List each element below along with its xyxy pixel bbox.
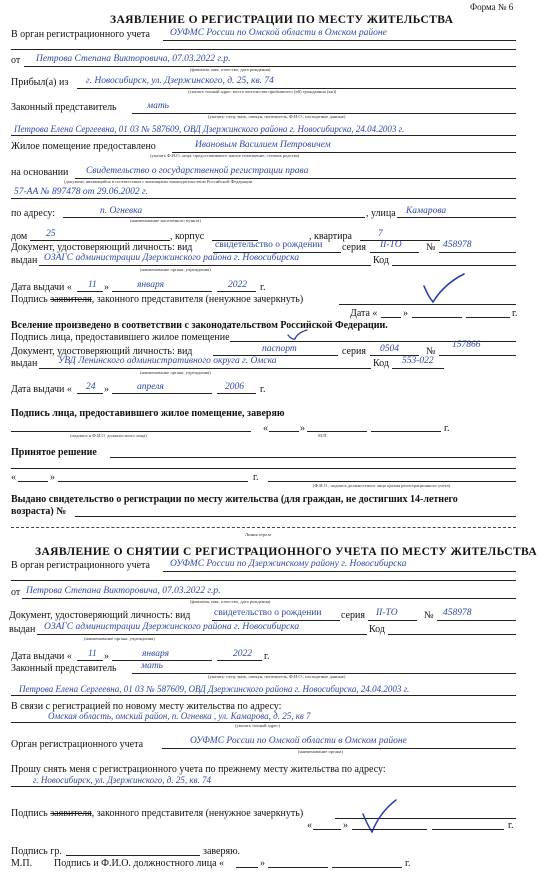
b-date-label: Дата выдачи « xyxy=(11,651,72,662)
cert-title-2: возраста) № xyxy=(11,506,67,517)
arrived-hint: (указать точный адрес места жительства прибывшего (ей) гражданина (ки)) xyxy=(188,89,337,94)
b-from-hint: (фамилия, имя, отчество, дата рождения) xyxy=(190,599,271,604)
issued2-label: выдан xyxy=(11,358,38,369)
b-issued-label: выдан xyxy=(9,624,36,635)
date-label: Дата выдачи « xyxy=(11,282,72,293)
certify-hint: (подпись и Ф.И.О. должностного лица) xyxy=(70,433,147,438)
series-value[interactable]: II-ТО xyxy=(380,240,402,250)
decision-hint: (Ф.И.О., подпись должностного лица органа регистрационного учета) xyxy=(313,483,451,488)
b-certify: заверяю. xyxy=(203,846,241,857)
code2-value[interactable]: 553-022 xyxy=(402,356,434,366)
move-title: Вселение произведено в соответствии с законодательством Российской Федерации. xyxy=(11,320,388,331)
b-num-label: № xyxy=(424,610,434,621)
kv-value[interactable]: 7 xyxy=(378,229,383,239)
b-newaddr-hint: (указать точный адрес) xyxy=(235,723,280,728)
cut-line-label: Линия отреза xyxy=(245,532,272,537)
owner-signature xyxy=(285,327,311,343)
deregistration-title: ЗАЯВЛЕНИЕ О СНЯТИИ С РЕГИСТРАЦИОННОГО УЧЕТА ПО МЕСТУ ЖИТЕЛЬСТВА xyxy=(35,546,538,558)
decision-title: Принятое решение xyxy=(11,447,97,458)
doc-value[interactable]: свидетельство о рождении xyxy=(215,240,323,250)
date2-label: Дата « xyxy=(350,308,378,319)
b-rep-value[interactable]: мать xyxy=(141,661,163,671)
b-rep-details[interactable]: Петрова Елена Сергеевна, 01 03 № 587609, ОВД Дзержинского района г. Новосибирска, 24.04.2003 г. xyxy=(19,684,410,694)
code-label: Код xyxy=(373,255,389,266)
b-sign-line: Подпись заявителя, законного представителя (ненужное зачеркнуть) xyxy=(11,808,304,819)
rep-label: Законный представитель xyxy=(11,102,117,113)
date-year[interactable]: 2022 xyxy=(228,280,247,290)
basis-value[interactable]: Свидетельство о государственной регистрации права xyxy=(86,166,309,176)
num2-value[interactable]: 157866 xyxy=(452,340,481,350)
arrived-label: Прибыл(а) из xyxy=(11,77,69,88)
b-organ2-hint: (наименование органа) xyxy=(298,749,343,754)
doc-label: Документ, удостоверяющий личность: вид xyxy=(11,242,193,253)
b-rep-hint: (указать: отец, мать, опекун, попечитель, Ф.И.О., паспортные данные) xyxy=(208,674,346,679)
from-value[interactable]: Петрова Степана Викторовича, 07.03.2022 г.р. xyxy=(36,54,231,64)
b-sign-gr: Подпись гр. xyxy=(11,846,62,857)
series2-value[interactable]: 0504 xyxy=(380,344,399,354)
arrived-value[interactable]: г. Новосибирск, ул. Дзержинского, д. 25, кв. 74 xyxy=(86,76,274,86)
b-num-value[interactable]: 458978 xyxy=(443,608,472,618)
from-label: от xyxy=(11,55,21,66)
b-date-day[interactable]: 11 xyxy=(88,649,97,659)
b-series-label: серия xyxy=(341,610,365,621)
owner-sign-label: Подпись лица, предоставившего жилое помещение xyxy=(11,332,230,343)
address-label: по адресу: xyxy=(11,208,56,219)
code2-label: Код xyxy=(373,358,389,369)
date3-month[interactable]: апреля xyxy=(137,382,164,392)
from-hint: (фамилия, имя, отчество, дата рождения) xyxy=(190,67,271,72)
b-official: Подпись и Ф.И.О. должностного лица « xyxy=(54,858,225,869)
b-newaddr-label: В связи с регистрацией по новому месту жительства по адресу: xyxy=(11,701,282,712)
housing-value[interactable]: Ивановым Василием Петровичем xyxy=(195,140,331,150)
organ-label: В орган регистрационного учета xyxy=(11,29,150,40)
b-newaddr-value[interactable]: Омская область, омский район, п. Огневка , ул. Камарова, д. 25, кв 7 xyxy=(48,711,311,721)
housing-hint: (указать Ф.И.О. лица, предоставившего жилое помещение, степень родства) xyxy=(150,153,300,158)
korpus-label: , корпус xyxy=(170,231,205,242)
rep-details[interactable]: Петрова Елена Сергеевна, 01 03 № 587609, ОВД Дзержинского района г. Новосибирска, 24.04.2003 г. xyxy=(14,124,405,134)
date-month[interactable]: января xyxy=(137,280,164,290)
date3-day[interactable]: 24 xyxy=(86,382,96,392)
issued2-value[interactable]: УВД Ленинского административного округа г. Омска xyxy=(58,356,277,366)
b-date-month[interactable]: января xyxy=(142,649,169,659)
b-doc-label: Документ, удостоверяющий личность: вид xyxy=(9,610,191,621)
b-doc-value[interactable]: свидетельство о рождении xyxy=(214,608,322,618)
address-value[interactable]: п. Огневка xyxy=(100,206,143,216)
street-label: , улица xyxy=(366,208,396,219)
cut-line xyxy=(11,527,516,528)
b-organ2-label: Орган регистрационного учета xyxy=(11,739,144,750)
num2-label: № xyxy=(426,346,436,357)
doc2-value[interactable]: паспорт xyxy=(262,344,297,354)
series2-label: серия xyxy=(342,346,366,357)
b-from-label: от xyxy=(11,587,21,598)
sign-line: Подпись заявителя, законного представителя (ненужное зачеркнуть) xyxy=(11,294,304,305)
house-value[interactable]: 25 xyxy=(46,229,56,239)
organ-value[interactable]: ОУФМС России по Омской области в Омском районе xyxy=(170,28,387,38)
rep-value[interactable]: мать xyxy=(147,101,169,111)
certify-mp: М.П. xyxy=(318,433,328,438)
basis-hint: (документ, являющийся в соответствии с жилищным законодательством Российской Федерации xyxy=(64,179,253,184)
issued-value[interactable]: ОЗАГС администрации Дзержинского района г. Новосибирска xyxy=(44,253,300,263)
kv-label: , квартира xyxy=(309,231,352,242)
street-value[interactable]: Камарова xyxy=(406,206,447,216)
b-series-value[interactable]: II-ТО xyxy=(376,608,398,618)
num-label: № xyxy=(426,242,436,253)
certify-title: Подпись лица, предоставившего жилое помещение, заверяю xyxy=(11,408,285,419)
basis-label: на основании xyxy=(11,167,69,178)
cert-title: Выдано свидетельство о регистрации по месту жительства (для граждан, не достигших 14-летнего xyxy=(11,494,458,505)
b-from-value[interactable]: Петрова Степана Викторовича, 07.03.2022 г.р. xyxy=(26,586,221,596)
b-organ-value[interactable]: ОУФМС России по Дзержинскому району г. Новосибирска xyxy=(170,559,407,569)
b-code-label: Код xyxy=(369,624,385,635)
basis-value-2[interactable]: 57-АА № 897478 от 29.06.2002 г. xyxy=(14,187,148,197)
form-number: Форма № 6 xyxy=(470,2,514,12)
b-rep-label: Законный представитель xyxy=(11,663,117,674)
date-day[interactable]: 11 xyxy=(88,280,97,290)
rep-hint: (указать: отец, мать, опекун, попечитель, Ф.И.О., паспортные данные) xyxy=(208,114,346,119)
housing-label: Жилое помещение предоставлено xyxy=(11,141,156,152)
b-organ-label: В орган регистрационного учета xyxy=(11,560,150,571)
signature-check-mark xyxy=(420,272,470,306)
doc2-label: Документ, удостоверяющий личность: вид xyxy=(11,346,193,357)
b-date-year[interactable]: 2022 xyxy=(233,649,252,659)
issued2-hint: (наименование органа, учреждения) xyxy=(140,370,211,375)
series-label: серия xyxy=(342,242,366,253)
b-issued-hint: (наименование органа, учреждения) xyxy=(84,636,155,641)
b-request-label: Прошу снять меня с регистрационного учета по прежнему месту жительства по адресу: xyxy=(11,764,386,775)
b-issued-value[interactable]: ОЗАГС администрации Дзержинского района г. Новосибирска xyxy=(44,622,300,632)
num-value[interactable]: 458978 xyxy=(443,240,472,250)
issued-label: выдан xyxy=(11,255,38,266)
date3-label: Дата выдачи « xyxy=(11,384,72,395)
house-label: дом xyxy=(11,231,28,242)
b-request-value[interactable]: г. Новосибирск, ул. Дзержинского, д. 25, кв. 74 xyxy=(33,775,211,785)
date3-year[interactable]: 2006 xyxy=(225,382,244,392)
registration-title: ЗАЯВЛЕНИЕ О РЕГИСТРАЦИИ ПО МЕСТУ ЖИТЕЛЬСТВА xyxy=(110,14,454,26)
b-organ2-value[interactable]: ОУФМС России по Омской области в Омском районе xyxy=(190,736,407,746)
address-hint: (наименование населенного пункта) xyxy=(130,218,201,223)
issued-hint: (наименование органа, учреждения) xyxy=(140,267,211,272)
b-mp: М.П. xyxy=(11,858,33,869)
